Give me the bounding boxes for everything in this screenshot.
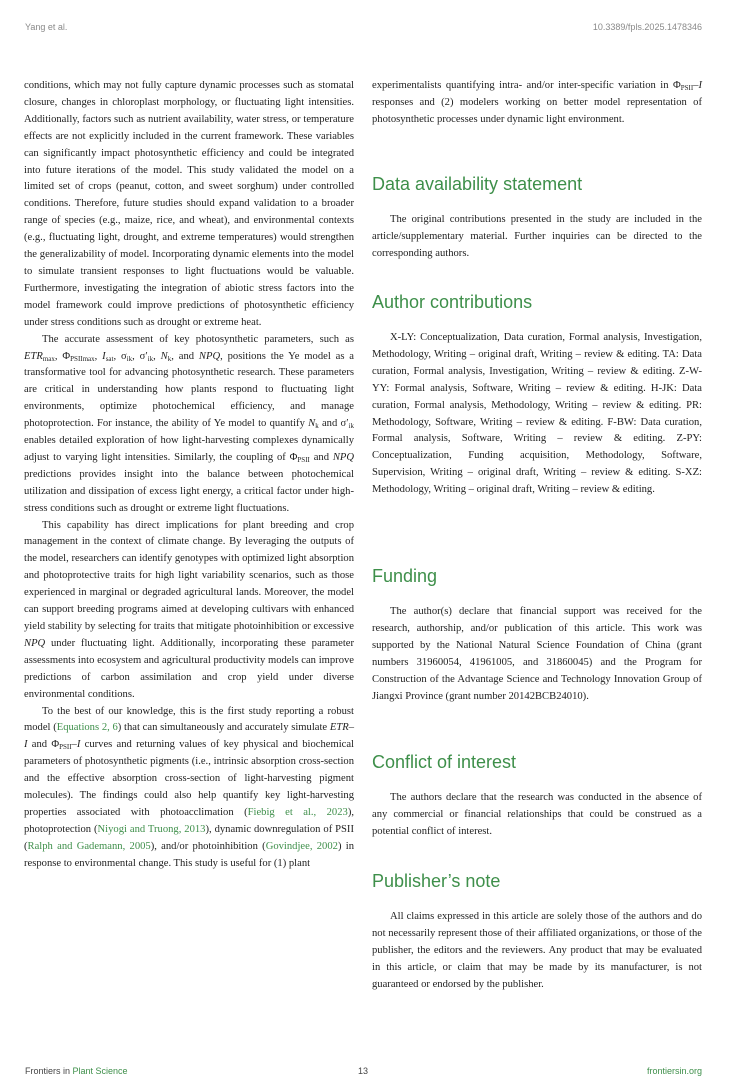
section-author-contributions — [372, 292, 702, 499]
equation-link[interactable]: Equations 2, 6 — [56, 722, 118, 734]
citation-link[interactable]: Niyogi and Truong, 2013 — [97, 823, 206, 835]
running-header-doi: 10.3389/fpls.2025.1478346 — [592, 22, 702, 32]
right-continuation — [372, 78, 702, 129]
section-conflict-of-interest — [372, 752, 702, 841]
section-text: The authors declare that the research was conducted in the absence of any commercial or financial relationships that could be construed as a potential conflict of interest. — [372, 792, 702, 837]
section-title: Conflict of interest — [372, 752, 517, 772]
section-text: The author(s) declare that financial support was received for the research, authorship, and/or publication of this article. This work was supported by the National Natural Science Foundation of China (grant numbers 31960054, 41961005, and 31860045) and the Program for Construction of the Advantage Science and Technology Innovation Group of Jiangxi Province (grant number 20142BCB24010). — [372, 606, 702, 702]
section-publishers-note — [372, 871, 702, 994]
section-title: Author contributions — [372, 292, 533, 312]
section-data-availability — [372, 174, 702, 263]
paragraph-limitations: conditions, which may not fully capture dynamic processes such as stomatal closure, changes in chloroplast morphology, or fluctuating light intensities. Additionally, factors such as nutrient availability, water stress, or temperature effects are not explicitly included in the current framework. These variables can significantly impact photosynthetic efficiency and could be integrated into future iterations of the model. This study validated the model on a limited set of crops (peanut, cotton, and sweet sorghum) under controlled conditions. Therefore, future studies should expand validation to a broader range of species (e.g., maize, rice, and wheat), and environmental contexts (e.g., fluctuating light, drought, and extreme temperatures) would strengthen the generalizability of model. Incorporating dynamic elements into the model to simulate transient responses to light fluctuations would be valuable. Furthermore, investigating the integration of abiotic stress factors into the model framework could improve predictions of photosynthetic efficiency under stress conditions such as drought or extreme heat. — [24, 80, 354, 328]
citation-link[interactable]: Govindjee, 2002 — [265, 840, 338, 852]
paragraph-breeding: This capability has direct implications for plant breeding and crop management in the context of climate change. By leveraging the outputs of the model, researchers can identify genotypes with optimized light absorption and photoprotective traits for high light variability scenarios, such as those experienced in marginal or degraded agricultural lands. Moreover, the model can support breeding programs aimed at developing cultivars with enhanced yield stability by selecting for traits that mitigate photoinhibition or excessive NPQ under fluctuating light. Additionally, incorporating these parameter assessments into ecosystem and agricultural productivity models can improve predictions of carbon assimilation and crop yield under diverse environmental conditions. — [24, 519, 354, 700]
footer-site-link[interactable]: frontiersin.org — [646, 1066, 702, 1076]
section-title: Data availability statement — [372, 174, 583, 194]
citation-link[interactable]: Ralph and Gademann, 2005 — [27, 840, 151, 852]
running-header-authors: Yang et al. — [25, 22, 68, 32]
section-title: Publisher’s note — [372, 871, 501, 891]
paragraph-first-study: To the best of our knowledge, this is the first study reporting a robust model (Equations 2, 6) that can simultaneously and accurately simulate ETR–I and $\Phi_{PSII}-I$ curves and returning values of key physical and biochemical parameters of photosynthetic pigments (i.e., intrinsic absorption cross-section and the effective absorption cross-section of light-harvesting pigment molecules). The findings could also help quantify key light-harvesting properties associated with photoacclimation (Fiebig et al., 2023), photoprotection (Niyogi and Truong, 2013), dynamic downregulation of PSII (Ralph and Gademann, 2005), and/or photoinhibition (Govindjee, 2002) in response to environmental change. This study is useful for (1) plant — [24, 705, 354, 869]
section-text: X-LY: Conceptualization, Data curation, Formal analysis, Investigation, Methodology, Writing – original draft, Writing – review & editing. TA: Data curation, Formal analysis, Investigation, Writing – review & editing. Z-W-YY: Formal analysis, Software, Writing – review & editing. H-JK: Data curation, Formal analysis, Methodology, Writing – review & editing. PR: Methodology, Software, Writing – review & editing. F-BW: Data curation, Formal analysis, Software, Writing – review & editing. Z-PY: Conceptualization, Funding acquisition, Methodology, Software, Supervision, Writing – original draft, Writing – review & editing. S-XZ: Methodology, Writing – original draft, Writing – review & editing. — [372, 332, 702, 496]
section-funding — [372, 566, 702, 705]
footer-journal: Frontiers in Plant Science — [25, 1066, 128, 1076]
paragraph-parameters: The accurate assessment of key photosynthetic parameters, such as $ETR_{max}$, $\Phi_{PSIImax}$, $I_{sat}$, $\sigma_{ik}$, $\sigma'_{ik}$, $N_k$, and NPQ, positions the Ye model as a transformative tool for advancing photosynthetic research. These parameters are critical in understanding how plants respond to fluctuating light environments, optimize photochemical efficiency, and manage photoprotection. For instance, the ability of Ye model to quantify $N_k$ and $\sigma'_{ik}$ enables detailed exploration of how light-harvesting complexes dynamically adjust to varying light intensities. Similarly, the coupling of $\Phi_{PSII}$ and NPQ predictions provides insight into the balance between photochemical utilization and dissipation of excess light energy, a critical factor under high-stress conditions such as drought or extreme light fluctuations. — [24, 333, 355, 514]
left-column — [24, 78, 354, 873]
paragraph-continuation: experimentalists quantifying intra- and/or inter-specific variation in $\Phi_{PSII}-I$ responses and (2) modelers working on better model representation of photosynthetic processes under dynamic light environment. — [372, 80, 702, 125]
citation-link[interactable]: Fiebig et al., 2023 — [247, 806, 348, 818]
section-text: The original contributions presented in the study are included in the article/supplementary material. Further inquiries can be directed to the corresponding authors. — [372, 214, 702, 259]
section-text: All claims expressed in this article are solely those of the authors and do not necessarily represent those of their affiliated organizations, or those of the publisher, the editors and the reviewers. Any product that may be evaluated in this article, or claim that may be made by its manufacturer, is not guaranteed or endorsed by the publisher. — [372, 911, 702, 990]
footer-page-number: 13 — [358, 1066, 369, 1076]
section-title: Funding — [372, 566, 438, 586]
